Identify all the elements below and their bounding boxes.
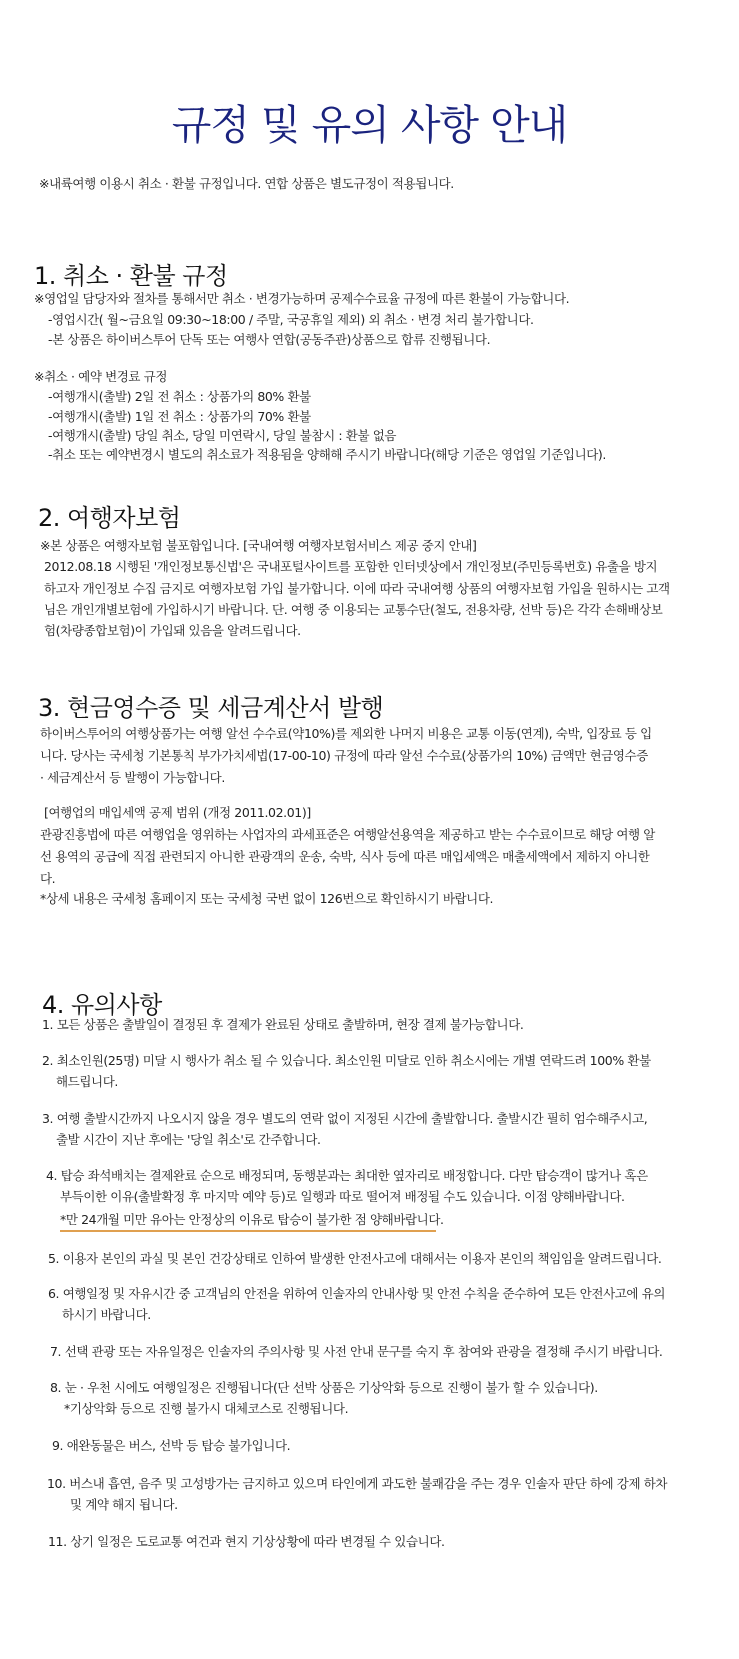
notice-item: 1. 모든 상품은 출발일이 결정된 후 결제가 완료된 상태로 출발하며, 현장 결제 불가능합니다.: [42, 1017, 524, 1032]
notice-item: 2. 최소인원(25명) 미달 시 행사가 취소 될 수 있습니다. 최소인원 미달로 인하 취소시에는 개별 연락드려 100% 환불: [42, 1053, 651, 1068]
receipt-paragraph-line: *상세 내용은 국세청 홈페이지 또는 국세청 국번 없이 126번으로 확인하시기 바랍니다.: [40, 891, 494, 906]
notice-item: 해드립니다.: [56, 1074, 118, 1089]
insurance-paragraph-line: 님은 개인개별보험에 가입하시기 바랍니다. 단. 여행 중 이용되는 교통수단(철도, 전용차량, 선박 등)은 각각 손해배상보: [44, 602, 663, 617]
refund-line: -취소 또는 예약변경시 별도의 취소료가 적용됨을 양해해 주시기 바랍니다(해당 기준은 영업일 기준입니다).: [48, 447, 606, 462]
highlight-underline: [60, 1230, 436, 1232]
receipt-paragraph-line: 하이버스투어의 여행상품가는 여행 알선 수수료(약10%)를 제외한 나머지 비용은 교통 이동(연계), 숙박, 입장료 등 입: [40, 726, 652, 741]
notice-item: 부득이한 이유(출발확정 후 마지막 예약 등)로 일행과 따로 떨어져 배정될 수도 있습니다. 이점 양해바랍니다.: [60, 1189, 625, 1204]
notice-item: 7. 선택 관광 또는 자유일정은 인솔자의 주의사항 및 사전 안내 문구를 숙지 후 참여와 관광을 결정해 주시기 바랍니다.: [50, 1344, 663, 1359]
notice-item: 11. 상기 일정은 도로교통 여건과 현지 기상상황에 따라 변경될 수 있습니다.: [48, 1534, 445, 1549]
notice-item: 및 계약 해지 됩니다.: [70, 1497, 178, 1512]
refund-line: -영업시간( 월~금요일 09:30~18:00 / 주말, 국공휴일 제외) 외 취소 · 변경 처리 불가합니다.: [48, 312, 534, 327]
intro-note: ※내륙여행 이용시 취소 · 환불 규정입니다. 연합 상품은 별도규정이 적용됩니다.: [39, 176, 454, 191]
section-heading-insurance: 2. 여행자보험: [38, 504, 181, 532]
insurance-note: ※본 상품은 여행자보험 불포함입니다. [국내여행 여행자보험서비스 제공 중지 안내]: [40, 538, 477, 553]
receipt-paragraph-line: 다.: [40, 871, 56, 886]
page-title: 규정 및 유의 사항 안내: [171, 101, 568, 149]
notice-item: 8. 눈 · 우천 시에도 여행일정은 진행됩니다(단 선박 상품은 기상악화 등으로 진행이 불가 할 수 있습니다).: [50, 1380, 598, 1395]
notice-highlight: *만 24개월 미만 유아는 안정상의 이유로 탑승이 불가한 점 양해바랍니다.: [60, 1212, 444, 1227]
notice-item: 9. 애완동물은 버스, 선박 등 탑승 불가입니다.: [52, 1438, 291, 1453]
refund-line: -여행개시(출발) 2일 전 취소 : 상품가의 80% 환불: [48, 389, 311, 404]
notice-item: 하시기 바랍니다.: [62, 1307, 151, 1322]
refund-line: -본 상품은 하이버스투어 단독 또는 여행사 연합(공동주관)상품으로 합류 진행됩니다.: [48, 332, 491, 347]
section-heading-receipt: 3. 현금영수증 및 세금계산서 발행: [38, 694, 384, 722]
insurance-paragraph-line: 하고자 개인정보 수집 금지로 여행자보험 가입 불가합니다. 이에 따라 국내여행 상품의 여행자보험 가입을 원하시는 고객: [44, 581, 670, 596]
receipt-paragraph-line: 니다. 당사는 국세청 기본통칙 부가가치세법(17-00-10) 규정에 따라 알선 수수료(상품가의 10%) 금액만 현금영수증: [40, 748, 648, 763]
refund-line: ※취소 · 예약 변경료 규정: [34, 369, 168, 384]
section-heading-refund: 1. 취소 · 환불 규정: [34, 262, 228, 290]
refund-line: -여행개시(출발) 1일 전 취소 : 상품가의 70% 환불: [48, 409, 311, 424]
notice-item: 출발 시간이 지난 후에는 '당일 취소'로 간주합니다.: [56, 1132, 321, 1147]
insurance-paragraph-line: 2012.08.18 시행된 '개인정보통신법'은 국내포털사이트를 포함한 인터넷상에서 개인정보(주민등록번호) 유출을 방지: [44, 559, 658, 574]
refund-line: ※영업일 담당자와 절차를 통해서만 취소 · 변경가능하며 공제수수료율 규정에 따른 환불이 가능합니다.: [34, 291, 570, 306]
notice-item: 10. 버스내 흡연, 음주 및 고성방가는 금지하고 있으며 타인에게 과도한 불쾌감을 주는 경우 인솔자 판단 하에 강제 하차: [47, 1476, 668, 1491]
receipt-paragraph-line: · 세금계산서 등 발행이 가능합니다.: [40, 770, 225, 785]
notice-item: 3. 여행 출발시간까지 나오시지 않을 경우 별도의 연락 없이 지정된 시간에 출발합니다. 출발시간 필히 엄수해주시고,: [42, 1111, 648, 1126]
notice-item: 5. 이용자 본인의 과실 및 본인 건강상태로 인하여 발생한 안전사고에 대해서는 이용자 본인의 책임임을 알려드립니다.: [48, 1251, 662, 1266]
section-heading-notices: 4. 유의사항: [42, 991, 162, 1019]
notice-item: *기상악화 등으로 진행 불가시 대체코스로 진행됩니다.: [64, 1401, 349, 1416]
notice-item: 4. 탑승 좌석배치는 결제완료 순으로 배정되며, 동행분과는 최대한 옆자리로 배정합니다. 다만 탑승객이 많거나 혹은: [46, 1168, 648, 1183]
receipt-paragraph-line: 선 용역의 공급에 직접 관련되지 아니한 관광객의 운송, 숙박, 식사 등에 따른 매입세액은 매출세액에서 제하지 아니한: [40, 849, 650, 864]
receipt-subheading: [여행업의 매입세액 공제 범위 (개정 2011.02.01)]: [44, 805, 311, 820]
receipt-paragraph-line: 관광진흥법에 따른 여행업을 영위하는 사업자의 과세표준은 여행알선용역을 제공하고 받는 수수료이므로 해당 여행 알: [40, 827, 655, 842]
notice-item: 6. 여행일정 및 자유시간 중 고객님의 안전을 위하여 인솔자의 안내사항 및 안전 수칙을 준수하여 모든 안전사고에 유의: [48, 1286, 666, 1301]
insurance-paragraph-line: 험(차량종합보험)이 가입돼 있음을 알려드립니다.: [44, 623, 301, 638]
refund-line: -여행개시(출발) 당일 취소, 당일 미연락시, 당일 불참시 : 환불 없음: [48, 428, 397, 443]
